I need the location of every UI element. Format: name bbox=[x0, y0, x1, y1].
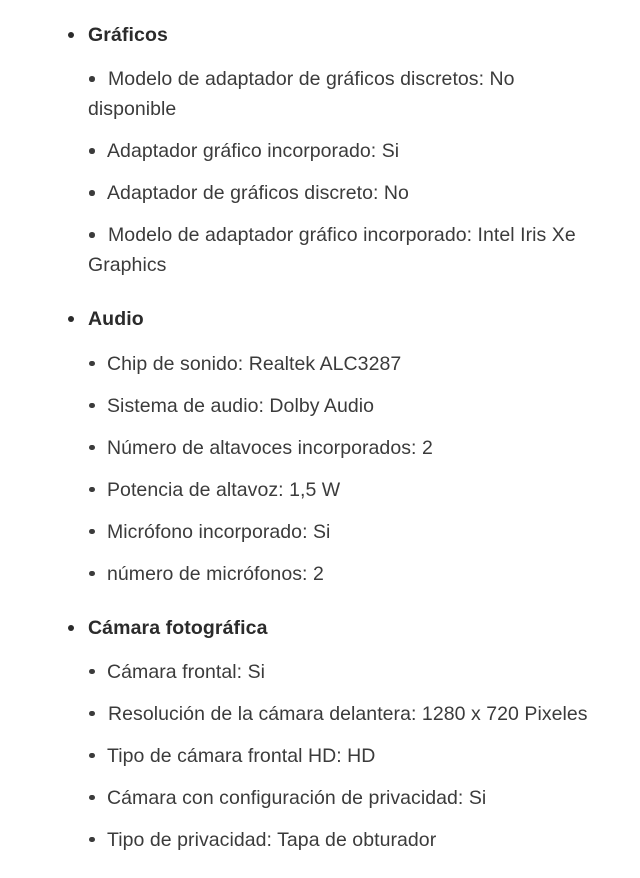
spec-item-text: Micrófono incorporado: Si bbox=[107, 520, 331, 543]
spec-item-text: Cámara frontal: Si bbox=[107, 660, 266, 683]
bullet-icon bbox=[68, 625, 74, 631]
spec-list-item bbox=[88, 178, 598, 208]
spec-item-text: Adaptador gráfico incorporado: Si bbox=[107, 140, 400, 163]
spec-list-item bbox=[88, 349, 598, 379]
spec-section-audio bbox=[0, 306, 640, 588]
bullet-icon bbox=[89, 753, 95, 759]
spec-item-text: Modelo de adaptador gráfico incorporado: Intel Iris Xe Graphics bbox=[88, 224, 576, 277]
bullet-icon bbox=[68, 32, 74, 38]
section-heading bbox=[88, 615, 598, 641]
spec-list-item bbox=[88, 783, 598, 813]
spec-item-text: Resolución de la cámara delantera: 1280 x 720 Pixeles bbox=[108, 702, 588, 725]
spec-list-item bbox=[88, 391, 598, 421]
spec-list-item bbox=[88, 825, 598, 855]
section-heading-label: Gráficos bbox=[88, 24, 168, 47]
bullet-icon bbox=[89, 837, 95, 843]
spec-list-item bbox=[88, 741, 598, 771]
spec-item-text: Modelo de adaptador de gráficos discretos: No disponible bbox=[88, 68, 515, 121]
spec-list bbox=[88, 64, 598, 280]
spec-list-item bbox=[88, 433, 598, 463]
section-heading bbox=[88, 22, 598, 48]
bullet-icon bbox=[89, 232, 95, 238]
spec-list bbox=[88, 349, 598, 589]
spec-item-text: Número de altavoces incorporados: 2 bbox=[107, 436, 433, 459]
spec-section-camara-fotografica bbox=[0, 615, 640, 855]
spec-list-item bbox=[88, 220, 598, 280]
spec-list-item bbox=[88, 657, 598, 687]
bullet-icon bbox=[89, 795, 95, 801]
spec-list-item bbox=[88, 559, 598, 589]
spec-list-item bbox=[88, 475, 598, 505]
spec-item-text: Potencia de altavoz: 1,5 W bbox=[107, 478, 341, 501]
bullet-icon bbox=[89, 669, 95, 675]
spec-item-text: Cámara con configuración de privacidad: Si bbox=[107, 786, 487, 809]
spec-item-text: Adaptador de gráficos discreto: No bbox=[107, 182, 409, 205]
bullet-icon bbox=[89, 190, 95, 196]
spec-item-text: Tipo de cámara frontal HD: HD bbox=[107, 744, 376, 767]
bullet-icon bbox=[89, 148, 95, 154]
spec-item-text: Tipo de privacidad: Tapa de obturador bbox=[107, 828, 437, 851]
bullet-icon bbox=[89, 445, 95, 451]
spec-list bbox=[88, 657, 598, 855]
section-heading-label: Cámara fotográfica bbox=[88, 616, 268, 639]
bullet-icon bbox=[89, 487, 95, 493]
bullet-icon bbox=[89, 76, 95, 82]
spec-list-item bbox=[88, 699, 598, 729]
bullet-icon bbox=[89, 403, 95, 409]
bullet-icon bbox=[89, 361, 95, 367]
spec-list-item bbox=[88, 517, 598, 547]
bullet-icon bbox=[68, 316, 74, 322]
spec-list-item bbox=[88, 136, 598, 166]
spec-section-graficos bbox=[0, 22, 640, 280]
section-heading-label: Audio bbox=[88, 308, 144, 331]
spec-item-text: número de micrófonos: 2 bbox=[107, 562, 324, 585]
section-heading bbox=[88, 306, 598, 332]
bullet-icon bbox=[89, 529, 95, 535]
bullet-icon bbox=[89, 711, 95, 717]
bullet-icon bbox=[89, 571, 95, 577]
spec-item-text: Sistema de audio: Dolby Audio bbox=[107, 394, 375, 417]
spec-list-item bbox=[88, 64, 598, 124]
spec-item-text: Chip de sonido: Realtek ALC3287 bbox=[107, 352, 402, 375]
